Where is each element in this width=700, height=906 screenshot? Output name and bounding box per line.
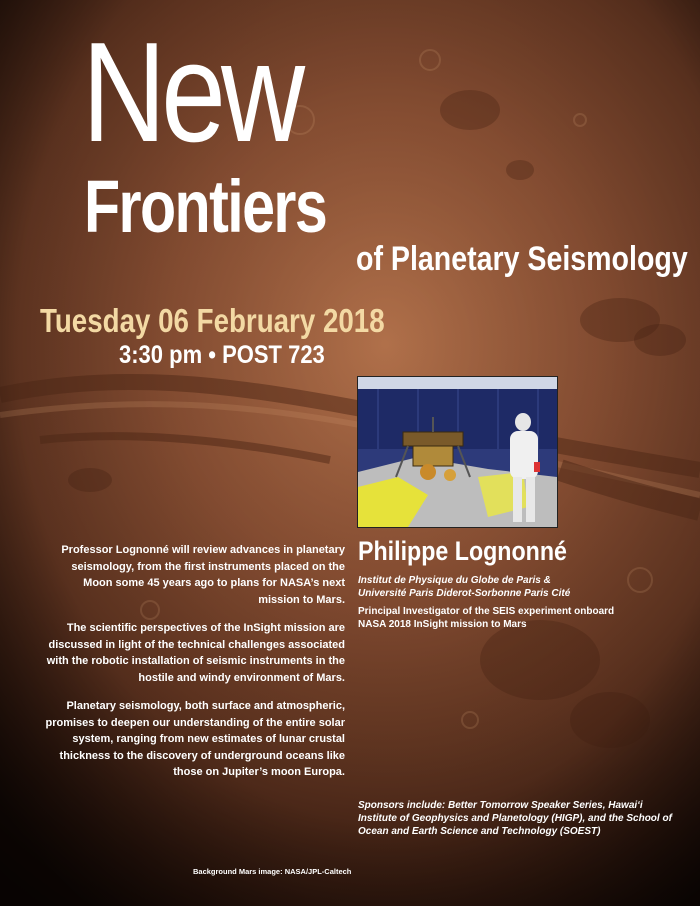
- abstract-paragraph-2: The scientific perspectives of the InSight mission are discussed in light of the technical challenges associated with the robotic installation of seismic instruments in the hostile and windy environment of Mars.: [46, 622, 345, 684]
- abstract: [40, 542, 345, 793]
- sponsors-text: Sponsors include: Better Tomorrow Speaker Series, Hawai‘i Institute of Geophysics and Planetology (HIGP), and the School of Ocean and Earth Science and Technology (SOEST): [358, 800, 672, 837]
- title-subtitle: of Planetary Seismology: [356, 240, 688, 278]
- title-line-2: Frontiers: [84, 165, 327, 248]
- affiliation-line-2: Université Paris Diderot-Sorbonne Paris Cité: [358, 588, 571, 599]
- abstract-paragraph-1: Professor Lognonné will review advances in planetary seismology, from the first instruments placed on the Moon some 45 years ago to plans for NASA’s next mission to Mars.: [61, 544, 345, 606]
- affiliation-line-1: Institut de Physique du Globe de Paris &: [358, 575, 551, 586]
- abstract-paragraph-3: Planetary seismology, both surface and atmospheric, promises to deepen our understanding of the entire solar system, ranging from new estimates of lunar crustal thickness to the discovery of underground oceans like those on Jupiter’s moon Europa.: [45, 700, 345, 778]
- event-date: Tuesday 06 February 2018: [40, 302, 385, 339]
- event-time-location: 3:30 pm • POST 723: [119, 341, 325, 369]
- speaker-photo: [357, 376, 558, 528]
- image-credit: Background Mars image: NASA/JPL-Caltech: [193, 867, 352, 876]
- speaker-affiliation: [358, 574, 570, 600]
- speaker-name: Philippe Lognonné: [358, 536, 567, 566]
- speaker-role: [358, 605, 614, 631]
- role-line-2: NASA 2018 InSight mission to Mars: [358, 619, 527, 630]
- title-line-1: New: [82, 13, 301, 172]
- role-line-1: Principal Investigator of the SEIS experiment onboard: [358, 606, 615, 617]
